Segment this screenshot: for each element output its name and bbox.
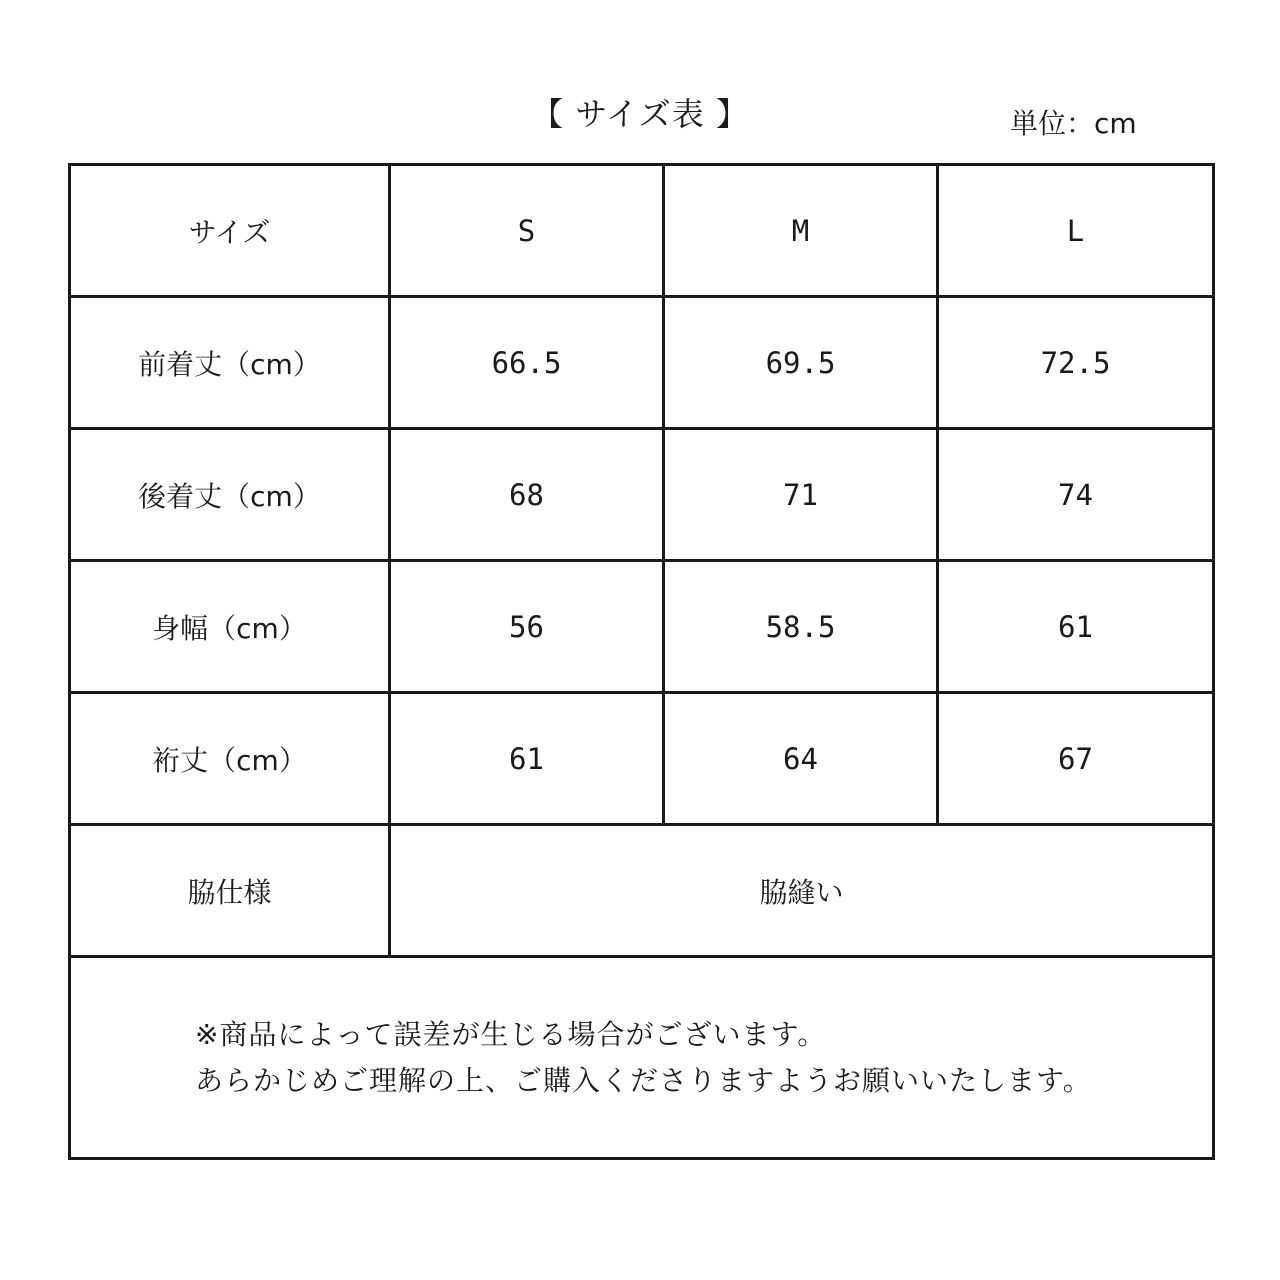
row-label-side-spec: 脇仕様 [70, 825, 390, 957]
notes-cell [70, 957, 1214, 1159]
row-label-front-length: 前着丈（cm） [70, 297, 390, 429]
table-row [70, 429, 1214, 561]
cell-value: 74 [938, 429, 1214, 561]
cell-value: 61 [390, 693, 664, 825]
table-row-side-spec [70, 825, 1214, 957]
cell-value: 56 [390, 561, 664, 693]
row-label-body-width: 身幅（cm） [70, 561, 390, 693]
header-size-l: L [938, 165, 1214, 297]
table-header-row [70, 165, 1214, 297]
cell-value: 58.5 [664, 561, 938, 693]
row-label-back-length: 後着丈（cm） [70, 429, 390, 561]
size-table [68, 163, 1215, 1160]
cell-value: 61 [938, 561, 1214, 693]
side-spec-value: 脇縫い [390, 825, 1214, 957]
page-title: 【 サイズ表 】 [531, 95, 749, 133]
cell-value: 72.5 [938, 297, 1214, 429]
table-row [70, 297, 1214, 429]
table-row [70, 561, 1214, 693]
table-row-notes [70, 957, 1214, 1159]
cell-value: 68 [390, 429, 664, 561]
table-row [70, 693, 1214, 825]
note-line-1: ※商品によって誤差が生じる場合がございます。 [195, 1017, 827, 1051]
cell-value: 71 [664, 429, 938, 561]
row-label-sleeve-length: 裄丈（cm） [70, 693, 390, 825]
unit-label: 単位：cm [1010, 107, 1137, 140]
note-line-2: あらかじめご理解の上、ご購入くださりますようお願いいたします。 [195, 1063, 1092, 1097]
cell-value: 66.5 [390, 297, 664, 429]
cell-value: 69.5 [664, 297, 938, 429]
header-size-s: S [390, 165, 664, 297]
notes [71, 1012, 1212, 1104]
cell-value: 67 [938, 693, 1214, 825]
header-size-m: M [664, 165, 938, 297]
header-size-label: サイズ [70, 165, 390, 297]
cell-value: 64 [664, 693, 938, 825]
